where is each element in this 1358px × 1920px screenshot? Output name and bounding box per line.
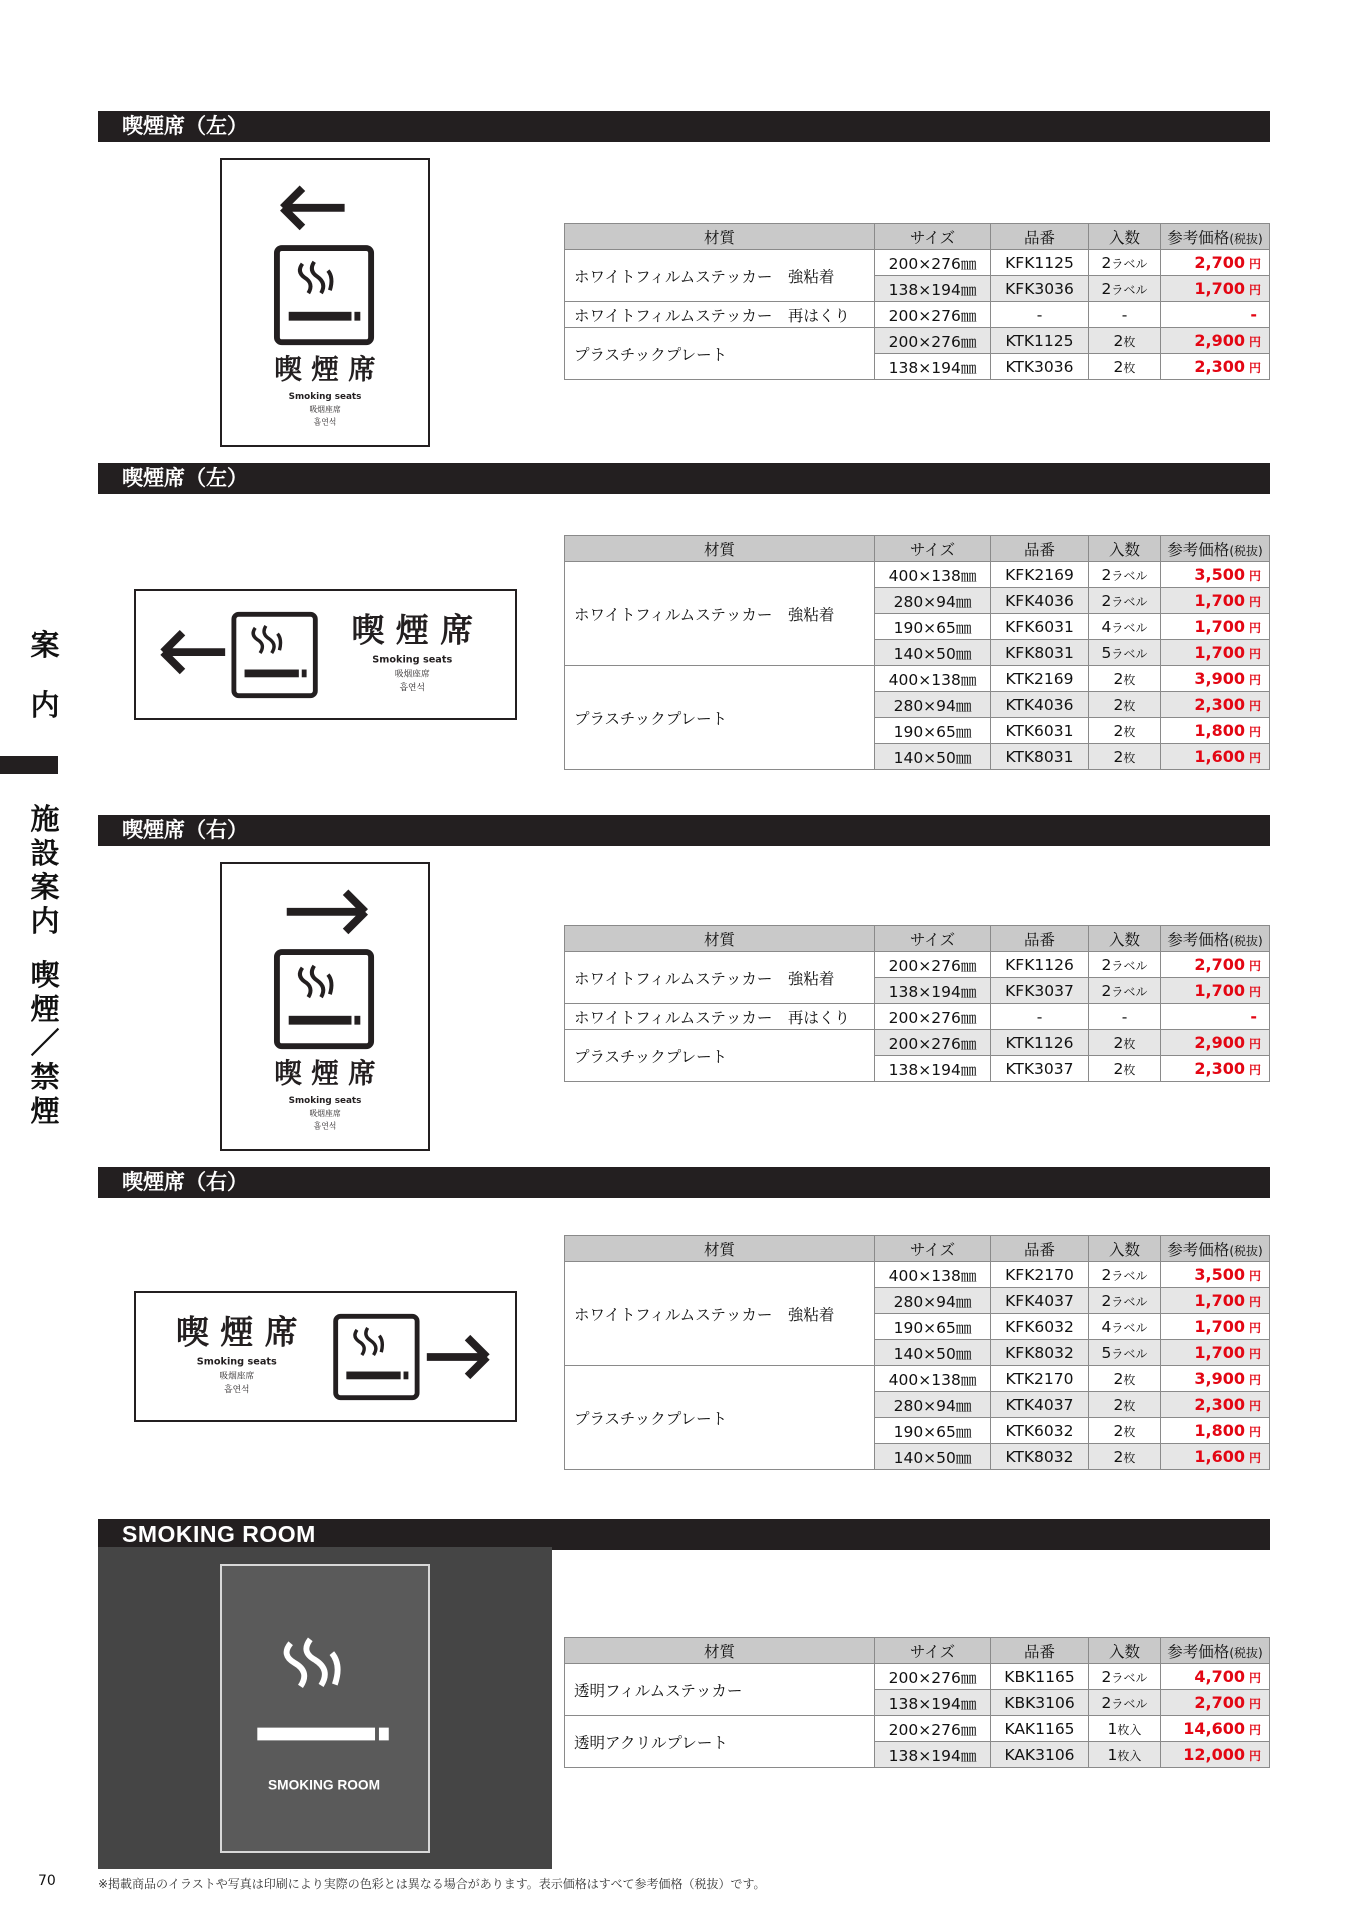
size-cell: 190×65㎜	[875, 1418, 991, 1444]
price-cell: 2,300 円	[1161, 1056, 1270, 1082]
smoking-icon	[336, 1316, 417, 1397]
size-cell: 400×138㎜	[875, 562, 991, 588]
spec-table	[564, 925, 1270, 1082]
code-cell: KFK3037	[991, 978, 1089, 1004]
qty-cell: 2ラベル	[1089, 978, 1161, 1004]
sign-zh-text: 吸烟座席	[394, 669, 430, 680]
size-cell: 400×138㎜	[875, 666, 991, 692]
qty-unit: 枚	[1123, 1424, 1136, 1439]
code-cell: KFK1126	[991, 952, 1089, 978]
header-tax-note: (税抜)	[1229, 543, 1263, 558]
table-row	[565, 302, 1270, 328]
price-cell: 1,800 円	[1161, 1418, 1270, 1444]
side-char: 案	[30, 870, 60, 904]
code-cell: -	[991, 302, 1089, 328]
sign-ko-text: 흡연석	[313, 417, 337, 427]
price-yen: 円	[1248, 335, 1261, 349]
code-cell: KTK4037	[991, 1392, 1089, 1418]
price-cell: -	[1161, 302, 1270, 328]
sign-graphic	[136, 591, 515, 718]
size-cell: 200×276㎜	[875, 250, 991, 276]
qty-unit: 枚	[1123, 360, 1136, 375]
size-cell: 138×194㎜	[875, 1056, 991, 1082]
qty-unit: 枚	[1123, 698, 1136, 713]
section-title: SMOKING ROOM	[98, 1519, 1270, 1550]
section-title: 喫煙席（左）	[98, 463, 1270, 494]
price-cell: 2,300 円	[1161, 1392, 1270, 1418]
price-cell: 4,700 円	[1161, 1664, 1270, 1690]
header-price: 参考価格(税抜)	[1161, 926, 1270, 952]
size-cell: 200×276㎜	[875, 302, 991, 328]
side-char: 煙	[30, 992, 60, 1026]
size-cell: 140×50㎜	[875, 744, 991, 770]
code-cell: KFK4036	[991, 588, 1089, 614]
code-cell: KBK1165	[991, 1664, 1089, 1690]
side-char: 内	[30, 904, 60, 938]
code-cell: KBK3106	[991, 1690, 1089, 1716]
size-cell: 280×94㎜	[875, 1288, 991, 1314]
price-yen: 円	[1248, 1723, 1261, 1737]
table-row	[565, 562, 1270, 588]
code-cell: KAK1165	[991, 1716, 1089, 1742]
code-cell: KTK6032	[991, 1418, 1089, 1444]
price-cell: 14,600 円	[1161, 1716, 1270, 1742]
price-cell: 1,700 円	[1161, 1288, 1270, 1314]
size-cell: 140×50㎜	[875, 1444, 991, 1470]
sign-ko-text: 흡연석	[224, 1384, 250, 1395]
qty-unit: 枚入	[1117, 1722, 1142, 1737]
price-yen: 円	[1248, 751, 1261, 765]
table-row	[565, 1262, 1270, 1288]
qty-cell: 2枚	[1089, 1392, 1161, 1418]
price-cell: 1,700 円	[1161, 1314, 1270, 1340]
header-qty: 入数	[1089, 1236, 1161, 1262]
price-yen: 円	[1248, 1671, 1261, 1685]
price-cell: -	[1161, 1004, 1270, 1030]
qty-cell: 2枚	[1089, 1366, 1161, 1392]
qty-cell: 2枚	[1089, 328, 1161, 354]
smoking-icon	[257, 1639, 388, 1740]
code-cell: KFK8031	[991, 640, 1089, 666]
qty-unit: 枚入	[1117, 1748, 1142, 1763]
table-row	[565, 1004, 1270, 1030]
price-yen: 円	[1248, 1749, 1261, 1763]
size-cell: 280×94㎜	[875, 1392, 991, 1418]
table-row	[565, 328, 1270, 354]
code-cell: -	[991, 1004, 1089, 1030]
qty-cell: 2ラベル	[1089, 250, 1161, 276]
price-yen: 円	[1248, 283, 1261, 297]
qty-unit: ラベル	[1111, 1294, 1148, 1309]
side-label-top	[28, 628, 62, 722]
price-yen: 円	[1248, 1037, 1261, 1051]
arrow-right-icon	[287, 892, 365, 931]
price-yen: 円	[1248, 569, 1261, 583]
price-yen: 円	[1248, 985, 1261, 999]
sign-en-text: Smoking seats	[372, 654, 453, 666]
size-cell: 280×94㎜	[875, 692, 991, 718]
sign-graphic	[222, 1566, 428, 1851]
qty-unit: 枚	[1123, 1372, 1136, 1387]
side-char: 内	[30, 688, 60, 722]
sign-zh-text: 吸烟座席	[309, 1108, 341, 1118]
table-header-row	[565, 1638, 1270, 1664]
qty-unit: ラベル	[1111, 620, 1148, 635]
size-cell: 200×276㎜	[875, 1004, 991, 1030]
table-row	[565, 1716, 1270, 1742]
side-char: 設	[30, 836, 60, 870]
header-code: 品番	[991, 536, 1089, 562]
size-cell: 200×276㎜	[875, 1664, 991, 1690]
header-code: 品番	[991, 926, 1089, 952]
header-tax-note: (税抜)	[1229, 231, 1263, 246]
code-cell: KFK3036	[991, 276, 1089, 302]
header-code: 品番	[991, 224, 1089, 250]
table-row	[565, 952, 1270, 978]
qty-cell: 2ラベル	[1089, 562, 1161, 588]
code-cell: KTK2170	[991, 1366, 1089, 1392]
footer-note: ※掲載商品のイラストや写真は印刷により実際の色彩とは異なる場合があります。表示価格はすべて参考価格（税抜）です。	[98, 1877, 766, 1891]
sign-zh-text: 吸烟座席	[219, 1371, 255, 1382]
header-material: 材質	[565, 926, 875, 952]
spec-table	[564, 1637, 1270, 1768]
sign-graphic	[222, 864, 428, 1149]
size-cell: 190×65㎜	[875, 1314, 991, 1340]
qty-cell: -	[1089, 302, 1161, 328]
smoking-icon	[277, 248, 371, 342]
qty-unit: ラベル	[1111, 958, 1148, 973]
code-cell: KAK3106	[991, 1742, 1089, 1768]
code-cell: KTK3037	[991, 1056, 1089, 1082]
size-cell: 400×138㎜	[875, 1366, 991, 1392]
size-cell: 138×194㎜	[875, 276, 991, 302]
qty-cell: 2枚	[1089, 692, 1161, 718]
header-qty: 入数	[1089, 224, 1161, 250]
price-yen: 円	[1248, 257, 1261, 271]
code-cell: KTK8032	[991, 1444, 1089, 1470]
qty-unit: ラベル	[1111, 1346, 1148, 1361]
price-yen: 円	[1248, 1347, 1261, 1361]
size-cell: 200×276㎜	[875, 328, 991, 354]
header-size: サイズ	[875, 926, 991, 952]
sign-jp-text: 喫 煙 席	[175, 1312, 298, 1352]
sign-preview-vertical-left	[220, 158, 430, 447]
price-cell: 2,300 円	[1161, 354, 1270, 380]
side-char: 施	[30, 802, 60, 836]
header-qty: 入数	[1089, 1638, 1161, 1664]
price-cell: 1,700 円	[1161, 276, 1270, 302]
table-header-row	[565, 1236, 1270, 1262]
table-row	[565, 1664, 1270, 1690]
price-yen: 円	[1248, 1063, 1261, 1077]
code-cell: KTK3036	[991, 354, 1089, 380]
qty-unit: ラベル	[1111, 984, 1148, 999]
table-header-row	[565, 536, 1270, 562]
code-cell: KFK1125	[991, 250, 1089, 276]
qty-cell: 2ラベル	[1089, 276, 1161, 302]
sign-zh-text: 吸烟座席	[309, 404, 341, 414]
qty-cell: 5ラベル	[1089, 640, 1161, 666]
price-cell: 2,900 円	[1161, 328, 1270, 354]
size-cell: 138×194㎜	[875, 978, 991, 1004]
material-cell: 透明フィルムステッカー	[565, 1664, 875, 1716]
header-price: 参考価格(税抜)	[1161, 1638, 1270, 1664]
price-cell: 1,700 円	[1161, 640, 1270, 666]
sign-en-text: Smoking seats	[288, 392, 362, 403]
side-char: ／	[30, 1026, 60, 1060]
header-material: 材質	[565, 1638, 875, 1664]
arrow-left-icon	[283, 188, 345, 227]
code-cell: KFK4037	[991, 1288, 1089, 1314]
sign-preview-horizontal-left	[134, 589, 517, 720]
section-marker	[0, 756, 58, 774]
section-title: 喫煙席（右）	[98, 815, 1270, 846]
qty-unit: 枚	[1123, 1450, 1136, 1465]
qty-cell: 2枚	[1089, 1030, 1161, 1056]
side-char	[28, 938, 62, 958]
table-row	[565, 666, 1270, 692]
sign-graphic	[136, 1293, 515, 1420]
table-row	[565, 250, 1270, 276]
table-row	[565, 1030, 1270, 1056]
qty-unit: ラベル	[1111, 646, 1148, 661]
price-cell: 2,700 円	[1161, 250, 1270, 276]
qty-cell: 4ラベル	[1089, 1314, 1161, 1340]
material-cell: プラスチックプレート	[565, 1366, 875, 1470]
price-yen: 円	[1248, 725, 1261, 739]
price-cell: 2,700 円	[1161, 952, 1270, 978]
size-cell: 200×276㎜	[875, 952, 991, 978]
sign-graphic	[222, 160, 428, 445]
qty-unit: ラベル	[1111, 594, 1148, 609]
qty-unit: 枚	[1123, 1398, 1136, 1413]
material-cell: ホワイトフィルムステッカー 強粘着	[565, 250, 875, 302]
header-code: 品番	[991, 1236, 1089, 1262]
size-cell: 190×65㎜	[875, 614, 991, 640]
qty-cell: 2枚	[1089, 1056, 1161, 1082]
price-cell: 2,300 円	[1161, 692, 1270, 718]
header-material: 材質	[565, 1236, 875, 1262]
price-yen: 円	[1248, 1295, 1261, 1309]
price-yen: 円	[1248, 1373, 1261, 1387]
material-cell: ホワイトフィルムステッカー 強粘着	[565, 562, 875, 666]
code-cell: KFK6031	[991, 614, 1089, 640]
side-char: 煙	[30, 1094, 60, 1128]
qty-cell: 4ラベル	[1089, 614, 1161, 640]
price-cell: 1,700 円	[1161, 588, 1270, 614]
smoking-icon	[234, 614, 315, 695]
qty-unit: ラベル	[1111, 1696, 1148, 1711]
side-label-main	[28, 802, 62, 1128]
header-code: 品番	[991, 1638, 1089, 1664]
spec-table	[564, 223, 1270, 380]
material-cell: プラスチックプレート	[565, 1030, 875, 1082]
size-cell: 200×276㎜	[875, 1716, 991, 1742]
header-qty: 入数	[1089, 536, 1161, 562]
side-char: 案	[30, 628, 60, 662]
header-price: 参考価格(税抜)	[1161, 224, 1270, 250]
sign-en-text: Smoking seats	[288, 1096, 362, 1107]
price-cell: 1,700 円	[1161, 978, 1270, 1004]
price-yen: 円	[1248, 1399, 1261, 1413]
header-material: 材質	[565, 224, 875, 250]
arrow-right-icon	[427, 1338, 487, 1377]
price-yen: 円	[1248, 361, 1261, 375]
qty-unit: 枚	[1123, 1062, 1136, 1077]
price-cell: 3,500 円	[1161, 562, 1270, 588]
sign-jp-text: 喫 煙 席	[351, 610, 474, 650]
code-cell: KFK8032	[991, 1340, 1089, 1366]
material-cell: ホワイトフィルムステッカー 強粘着	[565, 1262, 875, 1366]
table-row	[565, 1366, 1270, 1392]
material-cell: プラスチックプレート	[565, 328, 875, 380]
header-material: 材質	[565, 536, 875, 562]
qty-unit: ラベル	[1111, 1670, 1148, 1685]
code-cell: KFK6032	[991, 1314, 1089, 1340]
price-yen: 円	[1248, 595, 1261, 609]
header-price: 参考価格(税抜)	[1161, 536, 1270, 562]
qty-cell: 1枚入	[1089, 1716, 1161, 1742]
price-cell: 1,700 円	[1161, 614, 1270, 640]
price-yen: 円	[1248, 699, 1261, 713]
material-cell: ホワイトフィルムステッカー 再はくり	[565, 1004, 875, 1030]
qty-cell: 2ラベル	[1089, 1262, 1161, 1288]
price-cell: 3,900 円	[1161, 1366, 1270, 1392]
material-cell: プラスチックプレート	[565, 666, 875, 770]
header-tax-note: (税抜)	[1229, 1243, 1263, 1258]
code-cell: KFK2169	[991, 562, 1089, 588]
qty-unit: ラベル	[1111, 568, 1148, 583]
code-cell: KTK1126	[991, 1030, 1089, 1056]
qty-cell: 2枚	[1089, 718, 1161, 744]
qty-cell: 5ラベル	[1089, 1340, 1161, 1366]
price-cell: 3,500 円	[1161, 1262, 1270, 1288]
size-cell: 400×138㎜	[875, 1262, 991, 1288]
size-cell: 138×194㎜	[875, 354, 991, 380]
code-cell: KTK2169	[991, 666, 1089, 692]
sign-room-text: SMOKING ROOM	[267, 1777, 381, 1793]
sign-preview-vertical-right	[220, 862, 430, 1151]
spec-table	[564, 535, 1270, 770]
price-yen: 円	[1248, 1321, 1261, 1335]
sign-preview-horizontal-right	[134, 1291, 517, 1422]
sign-en-text: Smoking seats	[196, 1356, 277, 1368]
sign-preview-smoking-room	[220, 1564, 430, 1853]
qty-unit: ラベル	[1111, 256, 1148, 271]
header-qty: 入数	[1089, 926, 1161, 952]
qty-cell: 2ラベル	[1089, 588, 1161, 614]
price-yen: 円	[1248, 673, 1261, 687]
sign-ko-text: 흡연석	[399, 682, 425, 693]
size-cell: 138×194㎜	[875, 1690, 991, 1716]
price-cell: 2,900 円	[1161, 1030, 1270, 1056]
code-cell: KFK2170	[991, 1262, 1089, 1288]
qty-unit: 枚	[1123, 672, 1136, 687]
material-cell: ホワイトフィルムステッカー 再はくり	[565, 302, 875, 328]
qty-cell: 2枚	[1089, 744, 1161, 770]
material-cell: 透明アクリルプレート	[565, 1716, 875, 1768]
qty-cell: 2ラベル	[1089, 1690, 1161, 1716]
qty-unit: ラベル	[1111, 1268, 1148, 1283]
code-cell: KTK1125	[991, 328, 1089, 354]
smoking-icon	[277, 952, 371, 1046]
price-yen: 円	[1248, 959, 1261, 973]
size-cell: 138×194㎜	[875, 1742, 991, 1768]
qty-cell: 2ラベル	[1089, 952, 1161, 978]
arrow-left-icon	[163, 633, 225, 672]
qty-cell: 2枚	[1089, 666, 1161, 692]
page-number: 70	[38, 1873, 56, 1889]
qty-cell: 2枚	[1089, 1418, 1161, 1444]
size-cell: 280×94㎜	[875, 588, 991, 614]
section-title: 喫煙席（左）	[98, 111, 1270, 142]
size-cell: 140×50㎜	[875, 640, 991, 666]
size-cell: 200×276㎜	[875, 1030, 991, 1056]
spec-table	[564, 1235, 1270, 1470]
price-yen: 円	[1248, 1697, 1261, 1711]
header-tax-note: (税抜)	[1229, 933, 1263, 948]
price-cell: 2,700 円	[1161, 1690, 1270, 1716]
header-price: 参考価格(税抜)	[1161, 1236, 1270, 1262]
qty-cell: 2ラベル	[1089, 1664, 1161, 1690]
header-size: サイズ	[875, 536, 991, 562]
price-cell: 1,700 円	[1161, 1340, 1270, 1366]
size-cell: 190×65㎜	[875, 718, 991, 744]
code-cell: KTK8031	[991, 744, 1089, 770]
price-yen: 円	[1248, 647, 1261, 661]
qty-cell: 1枚入	[1089, 1742, 1161, 1768]
header-size: サイズ	[875, 1638, 991, 1664]
code-cell: KTK6031	[991, 718, 1089, 744]
price-cell: 12,000 円	[1161, 1742, 1270, 1768]
table-header-row	[565, 926, 1270, 952]
qty-cell: 2枚	[1089, 1444, 1161, 1470]
header-size: サイズ	[875, 1236, 991, 1262]
qty-unit: 枚	[1123, 750, 1136, 765]
sign-jp-text: 喫 煙 席	[274, 354, 376, 386]
price-cell: 1,600 円	[1161, 744, 1270, 770]
sign-jp-text: 喫 煙 席	[274, 1058, 376, 1090]
price-cell: 1,600 円	[1161, 1444, 1270, 1470]
price-yen: 円	[1248, 1269, 1261, 1283]
code-cell: KTK4036	[991, 692, 1089, 718]
qty-unit: 枚	[1123, 334, 1136, 349]
price-cell: 3,900 円	[1161, 666, 1270, 692]
price-yen: 円	[1248, 1425, 1261, 1439]
qty-unit: ラベル	[1111, 282, 1148, 297]
section-title: 喫煙席（右）	[98, 1167, 1270, 1198]
size-cell: 140×50㎜	[875, 1340, 991, 1366]
table-header-row	[565, 224, 1270, 250]
qty-unit: 枚	[1123, 724, 1136, 739]
qty-cell: 2枚	[1089, 354, 1161, 380]
price-cell: 1,800 円	[1161, 718, 1270, 744]
header-tax-note: (税抜)	[1229, 1645, 1263, 1660]
qty-cell: 2ラベル	[1089, 1288, 1161, 1314]
qty-cell: -	[1089, 1004, 1161, 1030]
price-yen: 円	[1248, 621, 1261, 635]
sign-ko-text: 흡연석	[313, 1121, 337, 1131]
qty-unit: ラベル	[1111, 1320, 1148, 1335]
side-char: 禁	[30, 1060, 60, 1094]
qty-unit: 枚	[1123, 1036, 1136, 1051]
material-cell: ホワイトフィルムステッカー 強粘着	[565, 952, 875, 1004]
header-size: サイズ	[875, 224, 991, 250]
side-char: 喫	[30, 958, 60, 992]
price-yen: 円	[1248, 1451, 1261, 1465]
